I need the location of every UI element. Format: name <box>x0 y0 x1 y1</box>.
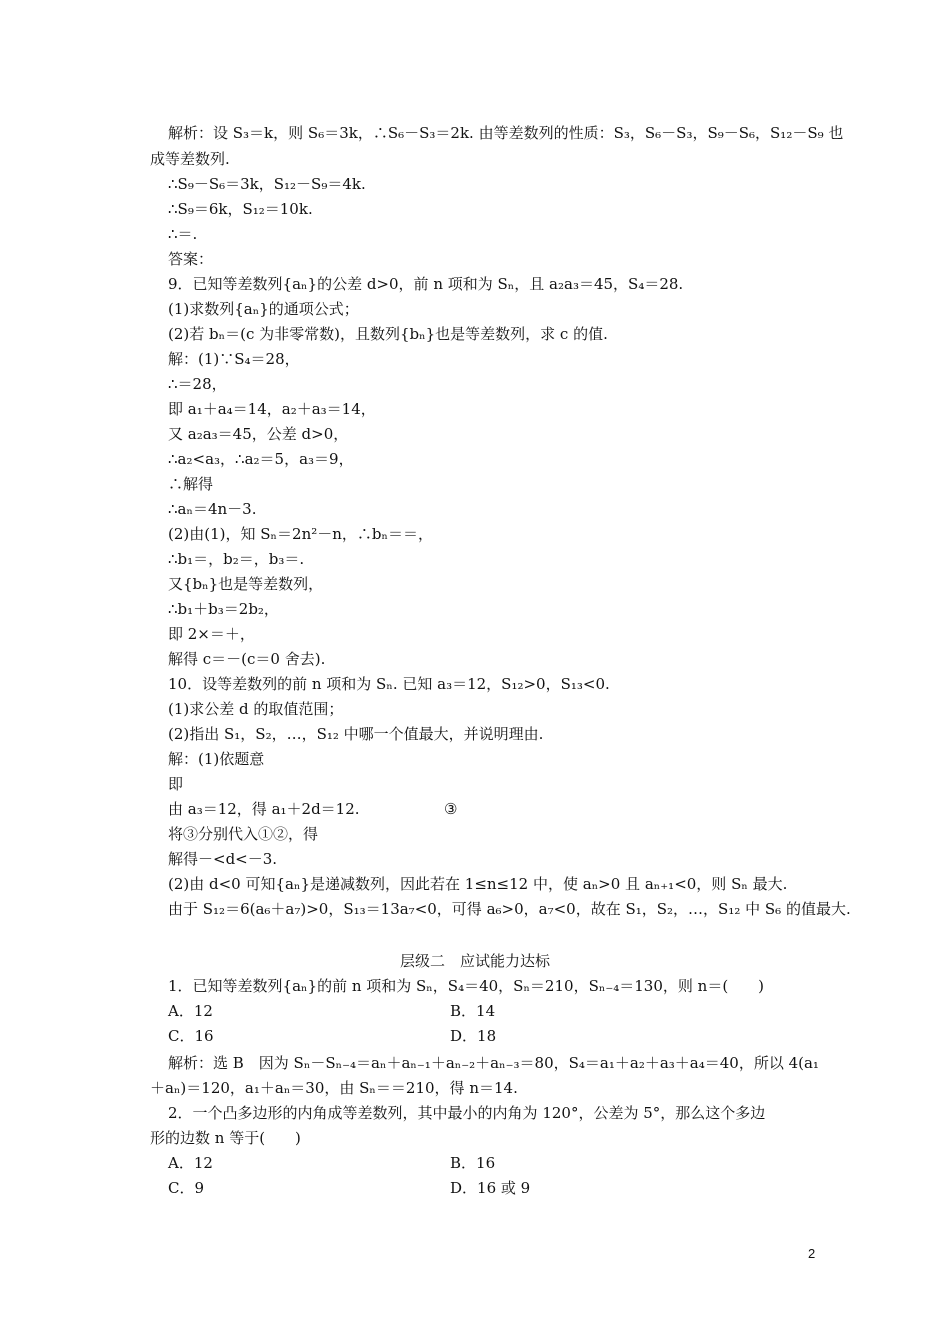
option-b: B．16 <box>450 1154 496 1172</box>
text-line: 解：(1)∵S₄＝28， <box>168 350 300 368</box>
text-line: ∴S₉＝6k，S₁₂＝10k. <box>168 200 313 218</box>
text-line: 解析：设 S₃＝k，则 S₆＝3k，∴S₆－S₃＝2k. 由等差数列的性质：S₃，S₆－S₃，S₉－S₆，S₁₂－S₉ 也 <box>168 124 844 142</box>
text-line: 又{bₙ}也是等差数列， <box>168 575 324 593</box>
text-line: 解得 c＝－(c＝0 舍去). <box>168 650 326 668</box>
option-a: A．12 <box>168 1002 213 1020</box>
text-line: ∴解得 <box>168 475 214 493</box>
text-line: ∴＝. <box>168 225 198 243</box>
text-line: 解得－<d<－3. <box>168 850 278 868</box>
page-number: 2 <box>808 1246 816 1261</box>
option-b: B．14 <box>450 1002 496 1020</box>
solution-line: ＋aₙ)＝120，a₁＋aₙ＝30，由 Sₙ＝＝210，得 n＝14. <box>150 1079 518 1097</box>
text-line: 9．已知等差数列{aₙ}的公差 d>0，前 n 项和为 Sₙ，且 a₂a₃＝45，S₄＝28. <box>168 275 684 293</box>
text-line: (2)由 d<0 可知{aₙ}是递减数列，因此若在 1≤n≤12 中，使 aₙ>0 且 aₙ₊₁<0，则 Sₙ 最大. <box>168 875 788 893</box>
option-d: D．18 <box>450 1027 497 1045</box>
text-line: 10．设等差数列的前 n 项和为 Sₙ. 已知 a₃＝12，S₁₂>0，S₁₃<0. <box>168 675 610 693</box>
question-stem: 2．一个凸多边形的内角成等差数列，其中最小的内角为 120°，公差为 5°，那么这个多边 <box>168 1104 766 1122</box>
text-line: 解：(1)依题意 <box>168 750 265 768</box>
question-stem: 1．已知等差数列{aₙ}的前 n 项和为 Sₙ，S₄＝40，Sₙ＝210，Sₙ₋₄＝130，则 n＝( ) <box>168 977 765 995</box>
text-line: 将③分别代入①②，得 <box>168 825 319 843</box>
text-line: ∴b₁＝，b₂＝，b₃＝. <box>168 550 305 568</box>
text-line: 又 a₂a₃＝45，公差 d>0， <box>168 425 349 443</box>
text-line: 由于 S₁₂＝6(a₆＋a₇)>0，S₁₃＝13a₇<0，可得 a₆>0，a₇<0，故在 S₁，S₂，…，S₁₂ 中 S₆ 的值最大. <box>168 900 851 918</box>
text-line: 成等差数列. <box>150 150 230 168</box>
text-line: ∴a₂<a₃，∴a₂＝5，a₃＝9， <box>168 450 354 468</box>
text-line: 即 <box>168 775 184 793</box>
solution-line: 解析：选 B 因为 Sₙ－Sₙ₋₄＝aₙ＋aₙ₋₁＋aₙ₋₂＋aₙ₋₃＝80，S₄＝a₁＋a₂＋a₃＋a₄＝40，所以 4(a₁ <box>168 1054 819 1072</box>
text-line: ∴aₙ＝4n－3. <box>168 500 257 518</box>
option-a: A．12 <box>168 1154 213 1172</box>
option-d: D．16 或 9 <box>450 1179 531 1197</box>
text-line: ∴b₁＋b₃＝2b₂， <box>168 600 279 618</box>
text-line: (1)求公差 d 的取值范围； <box>168 700 344 718</box>
text-line: ∴S₉－S₆＝3k，S₁₂－S₉＝4k. <box>168 175 366 193</box>
text-line: (1)求数列{aₙ}的通项公式； <box>168 300 359 318</box>
section-heading: 层级二 应试能力达标 <box>399 952 550 970</box>
option-c: C．16 <box>168 1027 214 1045</box>
text-line: ∴＝28， <box>168 375 227 393</box>
option-c: C．9 <box>168 1179 205 1197</box>
text-line: 答案： <box>168 250 214 268</box>
text-line: 由 a₃＝12，得 a₁＋2d＝12. <box>168 800 360 818</box>
equation-marker: ③ <box>444 800 458 818</box>
text-line: (2)指出 S₁，S₂，…，S₁₂ 中哪一个值最大，并说明理由. <box>168 725 544 743</box>
question-stem: 形的边数 n 等于( ) <box>150 1129 301 1147</box>
text-line: (2)若 bₙ＝(c 为非零常数)，且数列{bₙ}也是等差数列，求 c 的值. <box>168 325 608 343</box>
text-line: 即 2×＝＋， <box>168 625 255 643</box>
text-line: (2)由(1)，知 Sₙ＝2n²－n，∴bₙ＝＝， <box>168 525 433 543</box>
text-line: 即 a₁＋a₄＝14，a₂＋a₃＝14， <box>168 400 376 418</box>
